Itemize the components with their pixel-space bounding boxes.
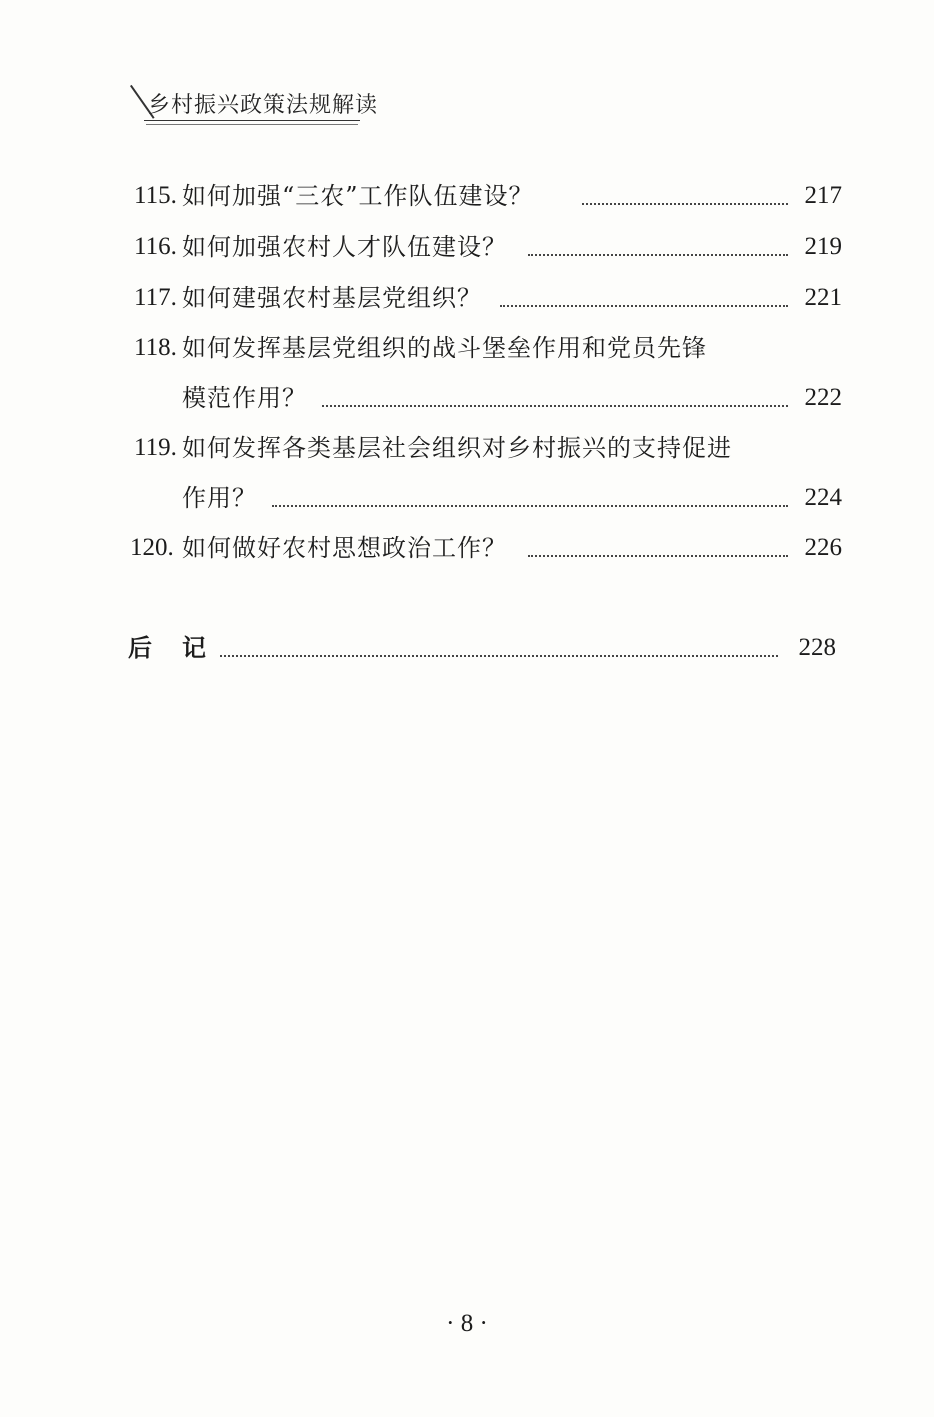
- toc-entry-page: 226: [804, 534, 842, 561]
- toc-entry-page: 219: [804, 233, 842, 260]
- toc-entry-continuation[interactable]: [134, 478, 842, 518]
- toc-entry-page: 217: [804, 182, 842, 209]
- toc-entry[interactable]: [134, 227, 842, 267]
- toc-entry-title: 如何建强农村基层党组织？: [182, 284, 482, 312]
- dot-leader: [528, 555, 788, 557]
- dot-leader: [272, 505, 788, 507]
- toc-entry-number: 116.: [134, 233, 177, 260]
- dot-leader: [220, 655, 778, 657]
- toc-entry[interactable]: [134, 278, 842, 318]
- toc-entry-title-continued: 模范作用？: [182, 384, 307, 412]
- header-rule-thin: [146, 124, 358, 125]
- afterword-label: 后记: [128, 634, 236, 662]
- dot-leader: [500, 305, 788, 307]
- toc-entry[interactable]: [134, 176, 842, 216]
- toc-entry-number: 120.: [130, 534, 174, 561]
- dot-leader: [582, 203, 788, 205]
- toc-entry-number: 119.: [134, 434, 177, 461]
- toc-entry-page: 221: [804, 284, 842, 311]
- page-number: · 8 ·: [446, 1310, 488, 1337]
- toc-entry-number: 115.: [134, 182, 177, 209]
- toc-entry-title: 如何发挥基层党组织的战斗堡垒作用和党员先锋: [182, 334, 707, 362]
- header-rule: [144, 120, 360, 121]
- dot-leader: [322, 405, 788, 407]
- toc-afterword[interactable]: [128, 628, 836, 668]
- toc-entry-page: 224: [804, 484, 842, 511]
- toc-entry-number: 117.: [134, 284, 177, 311]
- running-title: 乡村振兴政策法规解读: [148, 93, 379, 118]
- dot-leader: [528, 254, 788, 256]
- afterword-page: 228: [798, 634, 836, 661]
- toc-entry-title: 如何加强“三农”工作队伍建设？: [182, 182, 534, 210]
- toc-entry-title: 如何做好农村思想政治工作？: [182, 534, 507, 562]
- running-header: [130, 80, 390, 128]
- toc-entry-number: 118.: [134, 334, 177, 361]
- toc-entry-title: 如何加强农村人才队伍建设？: [182, 233, 507, 261]
- toc-entry[interactable]: [130, 528, 842, 568]
- toc-entry-title: 如何发挥各类基层社会组织对乡村振兴的支持促进: [182, 434, 732, 462]
- toc-entry-page: 222: [804, 384, 842, 411]
- toc-entry[interactable]: [134, 428, 842, 468]
- toc-entry-title-continued: 作用？: [182, 484, 257, 512]
- toc-entry[interactable]: [134, 328, 842, 368]
- toc-entry-continuation[interactable]: [134, 378, 842, 418]
